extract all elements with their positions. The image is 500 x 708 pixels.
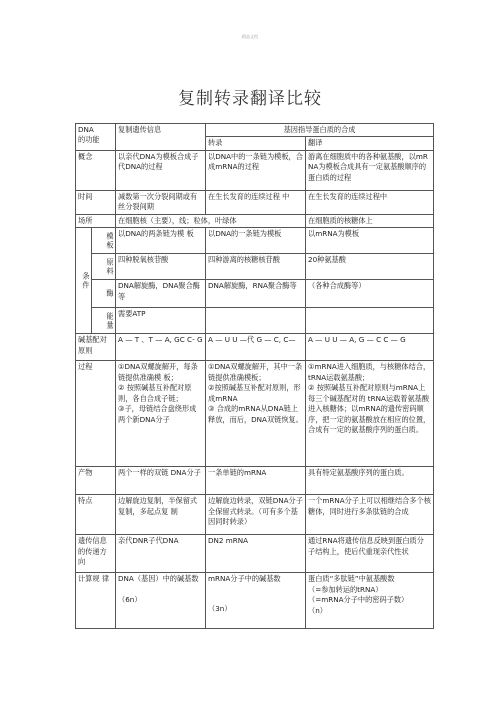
row-label-product: 产物 xyxy=(76,467,116,495)
cond-label-energy: 能量 xyxy=(92,308,116,334)
row-label-process: 过程 xyxy=(76,361,116,467)
calc-tl-line-4: （n） xyxy=(308,605,327,615)
flow-translation: 通过RNA将遗传信息反映到蛋白质分子结构上，使后代重现亲代性状 xyxy=(306,535,434,573)
site-replication-transcription: 在细胞核（主要），线；粒体，叶绿体 xyxy=(116,214,306,227)
raw-translation: 20种氨基酸 xyxy=(306,254,434,280)
calc-tr-text: mRNA分子中的碱基数 xyxy=(208,574,281,584)
header-replication: 复制遗传信息 xyxy=(116,124,206,151)
enzyme-translation: （各种合成酶等） xyxy=(306,280,434,308)
row-label-flow: 遗传信息的传递方向 xyxy=(76,535,116,573)
template-transcription: 以DNA的一条链为模板 xyxy=(206,228,306,254)
template-replication: 以DNA的两条链为模 板 xyxy=(116,228,206,254)
row-label-feature: 特点 xyxy=(76,495,116,535)
enzyme-replication: DNA解旋酶，DNA聚合酶等 xyxy=(116,280,206,308)
pairing-replication: A — T 、T — A, GC C- G xyxy=(116,334,206,361)
header-transcription: 转录 xyxy=(206,137,306,150)
pairing-translation: A — U U — A, G — C C — G xyxy=(306,334,434,361)
product-replication: 两个一样的双链 DNA分子 xyxy=(116,467,206,495)
process-tl-step-2: ② 按照碱基互补配对原则与mRNA上每三个碱基配对的 tRNA运载着氨基酸进入核糖体；以mRNA的遗传密码顺序，把一定的氨基酸放在相应的位置，合成有一定的氨基酸序列的蛋白质。 xyxy=(308,383,431,434)
flow-replication: 亲代DNR子代DNA xyxy=(116,535,206,573)
product-transcription: 一条单链的mRNA xyxy=(206,467,306,495)
process-tr-step-3: ③ 合成的mRNA从DNA链上释放，而后，DNA双链恢复。 xyxy=(208,404,303,424)
raw-replication: 四种脱氧核苷酸 xyxy=(116,254,206,280)
energy-transcription xyxy=(206,308,306,334)
concept-transcription: 以DNA中的一条链为模板，合成mRNA的过程 xyxy=(206,150,306,190)
header-translation: 翻译 xyxy=(306,137,434,150)
concept-translation: 游离在细胞质中的各种氨基酸，以mRNA为模板合成具有一定氨基酸顺序的蛋白质的过程 xyxy=(306,150,434,190)
process-rep-step-3: ③子，母链结合盘绕形成两个新DNA分子 xyxy=(118,404,197,424)
process-transcription xyxy=(206,361,306,467)
process-tr-step-1: ①DNA双螺旋解开，其中一条链提供准确模板； xyxy=(208,362,303,382)
site-translation: 在细胞质的核糖体上 xyxy=(306,214,434,227)
row-label-time: 时间 xyxy=(76,190,116,214)
header-note: 精品文档 xyxy=(242,34,258,39)
concept-replication: 以亲代DNA为模板合成子代DNA的过程 xyxy=(116,150,206,190)
calc-tl-line-2: （=参加转运的tRNA） xyxy=(308,584,383,594)
feature-replication: 边解旋边复制，半保留式复制，多起点复 制 xyxy=(116,495,206,535)
enzyme-transcription: DNA解旋酶，RNA聚合酶等 xyxy=(206,280,306,308)
row-label-calc: 计算规 律 xyxy=(76,573,116,629)
cond-label-enzyme: 酶 xyxy=(92,280,116,308)
header-function: DNA 的功能 xyxy=(76,124,116,151)
calc-tl-line-1: 蛋白质“多肽链”中氨基酸数 xyxy=(308,574,395,584)
calc-tl-line-3: （=mRNA分子中的密码子数） xyxy=(308,595,409,605)
row-label-site: 场所 xyxy=(76,214,116,227)
calc-translation xyxy=(306,573,434,629)
flow-transcription: DN2 mRNA xyxy=(206,535,306,573)
time-translation: 在生长发育的连续过程中 xyxy=(306,190,434,214)
cond-label-template: 模板 xyxy=(92,228,116,254)
process-translation xyxy=(306,361,434,467)
product-translation: 具有特定氨基酸序列的蛋白质。 xyxy=(306,467,434,495)
row-label-conditions: 条件 xyxy=(76,228,92,334)
comparison-table xyxy=(75,123,434,629)
process-tl-step-1: ①mRNA进入细胞质，与核糖体结合，tRNA运载氨基酸； xyxy=(308,362,431,382)
calc-rep-text: DNA（基因）中的碱基数 xyxy=(118,574,199,584)
energy-translation xyxy=(306,308,434,334)
calc-replication xyxy=(116,573,206,629)
process-tr-step-2: ②按照碱基互补配对原则，形成mRNA xyxy=(208,383,301,403)
row-label-concept: 概念 xyxy=(76,150,116,190)
raw-transcription: 四种游离的核糖核苷酸 xyxy=(206,254,306,280)
time-replication: 减数第一次分裂间期或有丝分裂间期 xyxy=(116,190,206,214)
cond-label-raw: 原料 xyxy=(92,254,116,280)
page-title: 复制转录翻译比较 xyxy=(178,89,322,109)
time-transcription: 在生长发育的连续过程 中 xyxy=(206,190,306,214)
process-rep-step-1: ①DNA双螺旋解开，每条链提供准确模 板； xyxy=(118,362,198,382)
energy-value: 需要ATP xyxy=(116,308,206,334)
process-rep-step-2: ② 按照碱基互补配对原则，各自合成子链； xyxy=(118,383,192,403)
feature-translation: 一个mRNA分子上可以相继结合多个核糖体，同时进行多条肽链的合成 xyxy=(306,495,434,535)
calc-tr-n: （3n） xyxy=(208,603,232,613)
template-translation: 以mRNA为模板 xyxy=(306,228,434,254)
pairing-transcription: A — U U —代 G — C, C— xyxy=(206,334,306,361)
row-label-pairing: 碱基配对原则 xyxy=(76,334,116,361)
calc-transcription xyxy=(206,573,306,629)
process-replication xyxy=(116,361,206,467)
feature-transcription: 边解旋边转录，双链DNA分子全保留式转录。（可有多个基因同时转录） xyxy=(206,495,306,535)
header-gene-expression: 基因指导蛋白质的合成 xyxy=(206,124,434,137)
calc-rep-n: （6n） xyxy=(118,594,142,604)
